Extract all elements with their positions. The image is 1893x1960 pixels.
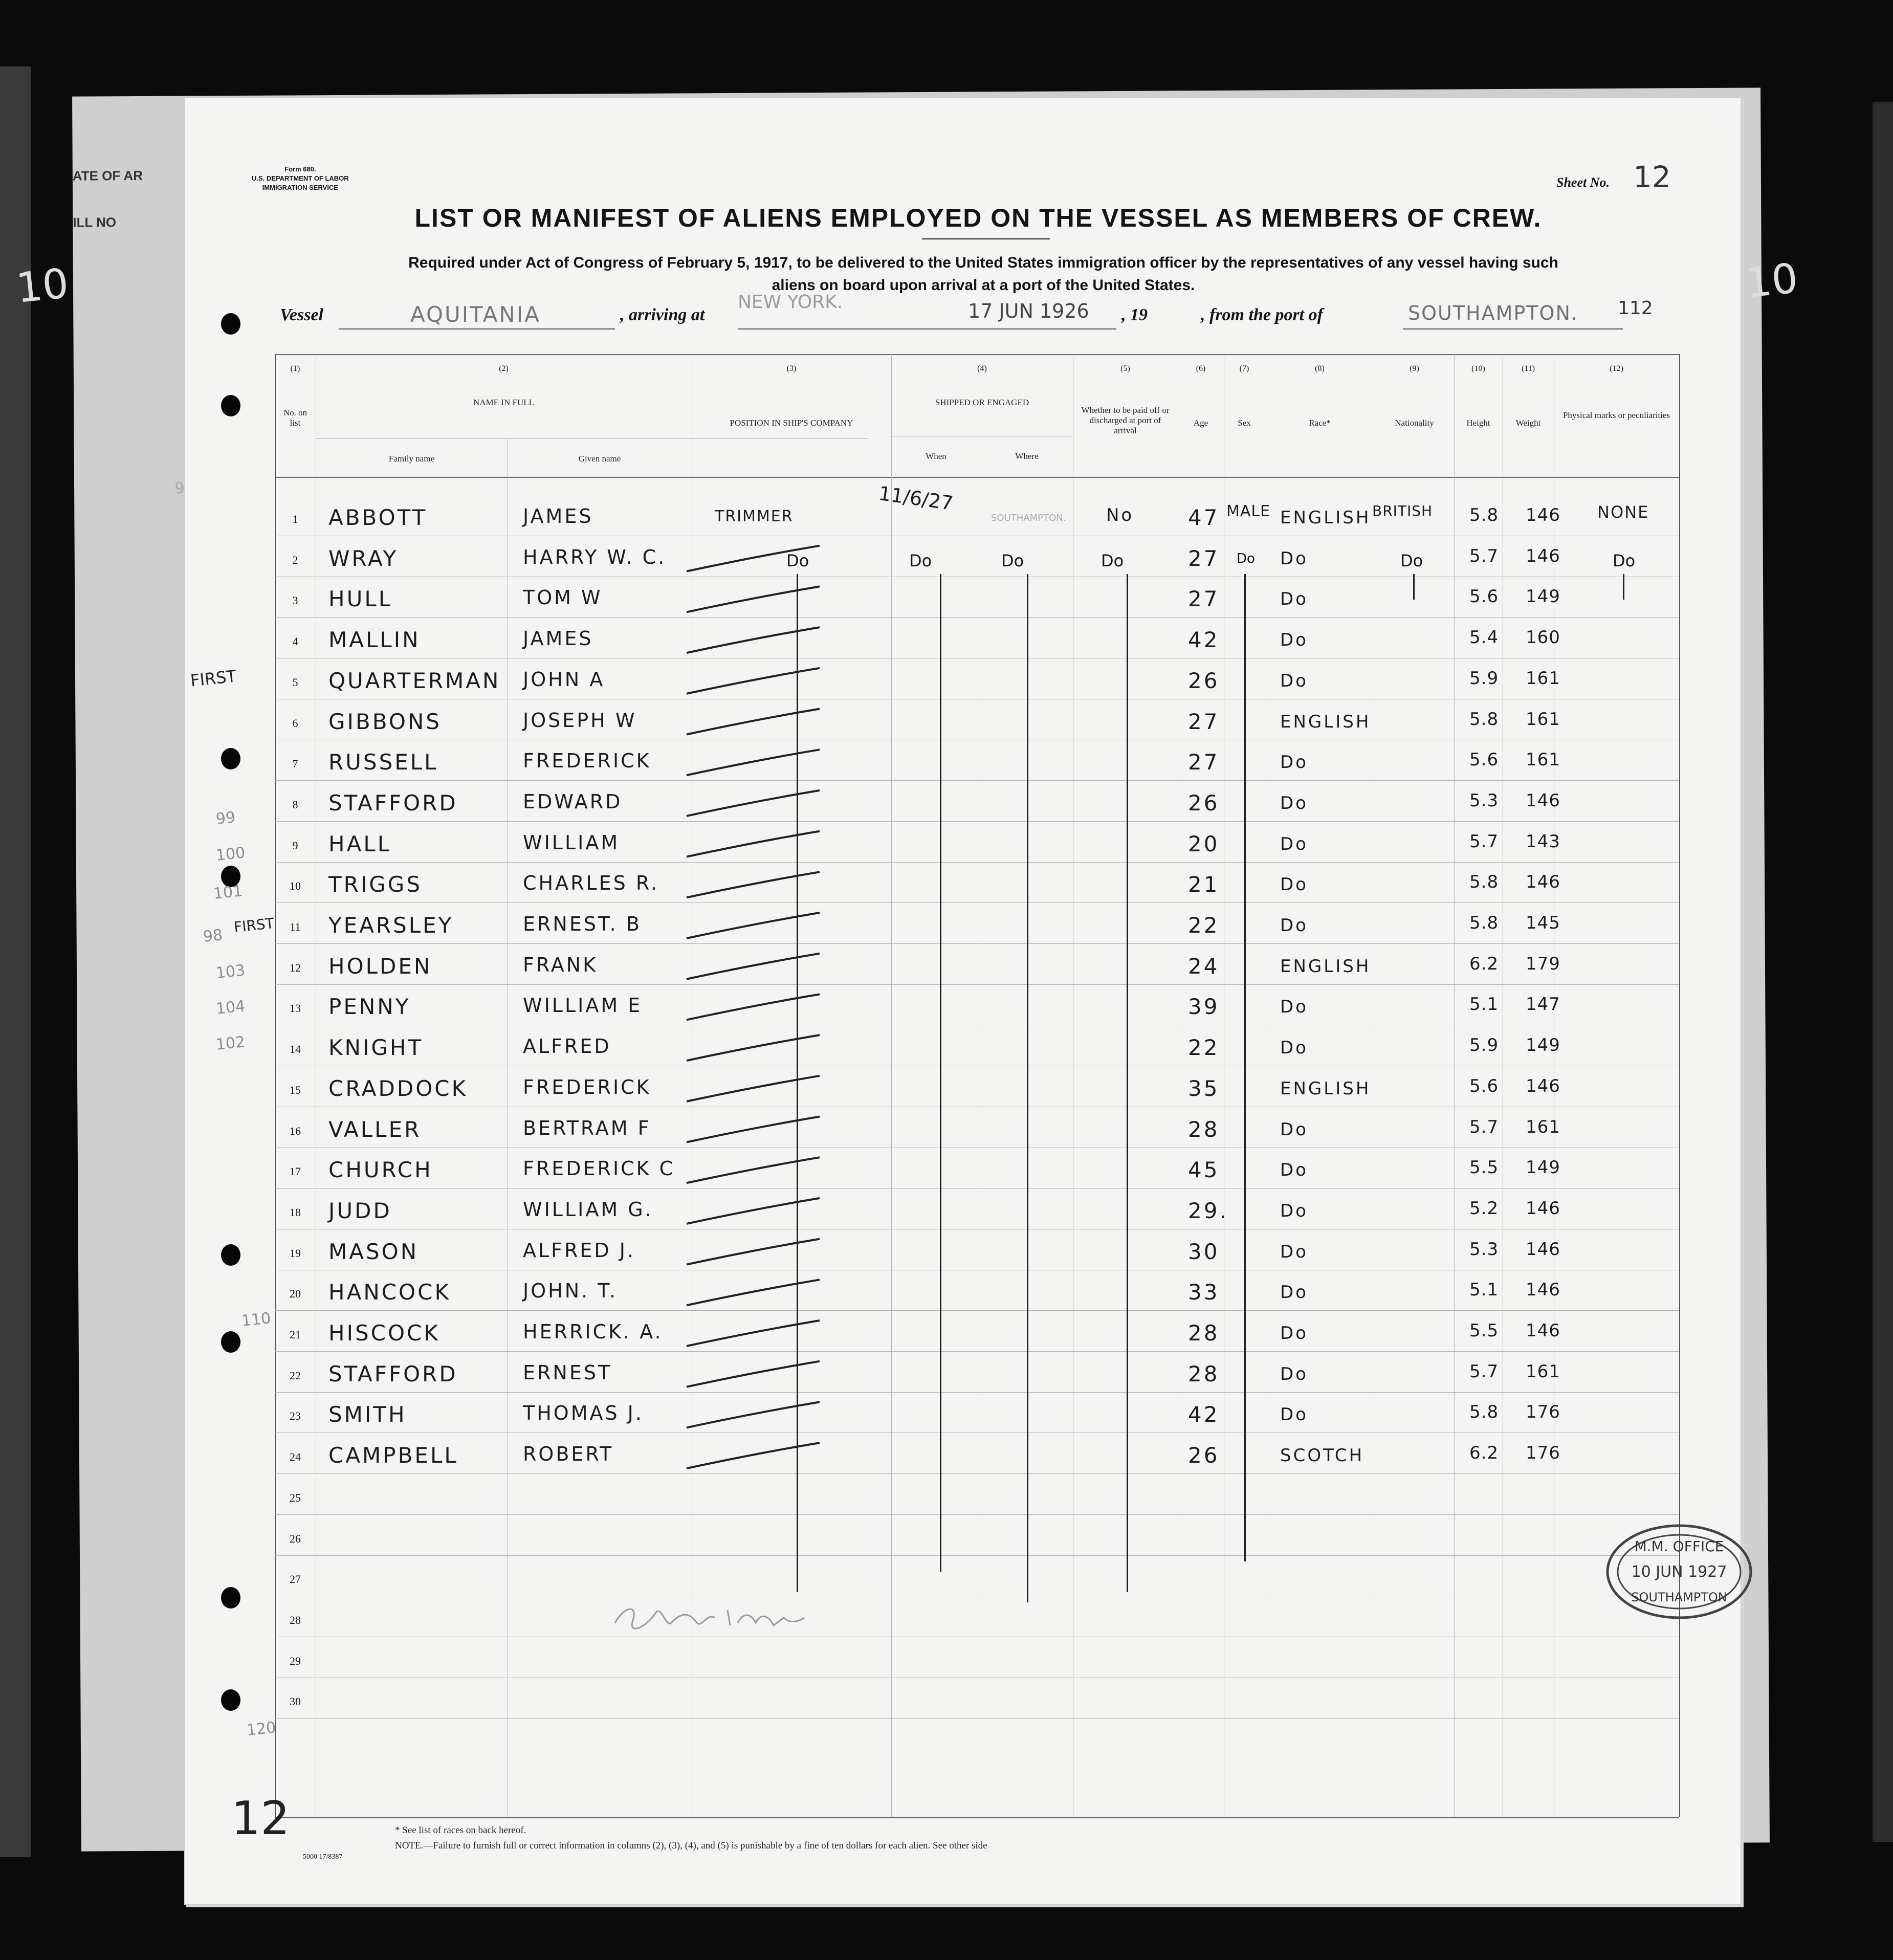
weight: 146 bbox=[1526, 1075, 1560, 1096]
position-ditto-stroke bbox=[687, 1361, 820, 1387]
race: Do bbox=[1280, 833, 1308, 854]
service: IMMIGRATION SERVICE bbox=[262, 184, 338, 191]
statute-line-1: Required under Act of Congress of February 5, 1917, to be delivered to the United States immigration officer by the representatives of any vessel having such bbox=[408, 254, 1558, 271]
row-number: 2 bbox=[292, 553, 298, 566]
race: Do bbox=[1280, 997, 1308, 1018]
height: 5.7 bbox=[1469, 1361, 1499, 1382]
given-name: FREDERICK C bbox=[523, 1157, 675, 1180]
race: Do bbox=[1280, 1119, 1308, 1140]
row-number: 22 bbox=[290, 1369, 301, 1382]
marks-none: NONE bbox=[1597, 502, 1649, 522]
row-number: 27 bbox=[290, 1573, 301, 1586]
height: 5.9 bbox=[1469, 668, 1499, 689]
height: 5.1 bbox=[1469, 1280, 1499, 1301]
col-num-1: (1) bbox=[290, 364, 300, 373]
margin-note: 100 bbox=[215, 844, 246, 865]
weight: 149 bbox=[1526, 586, 1560, 607]
race: ENGLISH bbox=[1280, 508, 1371, 528]
height: 5.6 bbox=[1469, 586, 1499, 607]
header-no-on-list: No. on list bbox=[283, 408, 307, 428]
given-name: ALFRED bbox=[523, 1035, 611, 1058]
weight: 176 bbox=[1526, 1402, 1560, 1423]
row-number: 12 bbox=[290, 961, 301, 974]
age: 22 bbox=[1188, 913, 1220, 938]
margin-note: 9 bbox=[174, 479, 186, 498]
weight: 146 bbox=[1526, 505, 1560, 525]
header-height: Height bbox=[1466, 418, 1490, 428]
race: Do bbox=[1280, 630, 1308, 651]
race: Do bbox=[1280, 1323, 1308, 1344]
header-sex: Sex bbox=[1238, 418, 1251, 428]
age: 42 bbox=[1188, 627, 1220, 653]
col-num-4: (4) bbox=[977, 364, 987, 373]
row-number: 17 bbox=[290, 1165, 301, 1178]
col-num-12: (12) bbox=[1610, 364, 1623, 373]
age: 33 bbox=[1188, 1280, 1220, 1305]
position-ditto-stroke bbox=[687, 1117, 820, 1142]
given-name: JOHN A bbox=[523, 668, 605, 691]
margin-note: 99 bbox=[215, 808, 236, 828]
height: 5.1 bbox=[1469, 994, 1499, 1015]
page-title: LIST OR MANIFEST OF ALIENS EMPLOYED ON THE VESSEL AS MEMBERS OF CREW. bbox=[414, 204, 1542, 232]
position-dash-strokes bbox=[185, 98, 1741, 1904]
family-name: PENNY bbox=[328, 994, 411, 1020]
race: Do bbox=[1280, 548, 1308, 569]
family-name: ABBOTT bbox=[328, 505, 428, 530]
row-number: 5 bbox=[292, 675, 298, 689]
age: 39 bbox=[1188, 994, 1220, 1020]
position-ditto-stroke bbox=[687, 1280, 820, 1305]
height: 5.8 bbox=[1469, 505, 1499, 525]
given-name: ERNEST bbox=[523, 1361, 612, 1384]
footnote-penalty: NOTE.—Failure to furnish full or correct information in columns (2), (3), (4), and (5) is punishable by a fine of ten dollars for each alien. See other side bbox=[395, 1840, 987, 1851]
row-number: 9 bbox=[292, 839, 298, 852]
position-ditto-stroke bbox=[687, 1035, 820, 1061]
arriving-label: , arriving at bbox=[620, 305, 705, 324]
ditto-paid-off: Do bbox=[1101, 551, 1124, 570]
position-ditto-stroke bbox=[687, 790, 820, 816]
age: 21 bbox=[1188, 872, 1220, 897]
form-number: Form 680. bbox=[284, 165, 316, 173]
family-name: HANCOCK bbox=[328, 1280, 451, 1305]
race: Do bbox=[1280, 670, 1308, 691]
shipped-when: 11/6/27 bbox=[877, 482, 955, 515]
given-name: EDWARD bbox=[523, 790, 623, 813]
age: 45 bbox=[1188, 1157, 1220, 1183]
weight: 161 bbox=[1526, 709, 1560, 730]
age: 28 bbox=[1188, 1361, 1220, 1386]
position-ditto-stroke bbox=[687, 1157, 820, 1183]
row-number: 10 bbox=[290, 879, 301, 893]
age: 27 bbox=[1188, 709, 1220, 734]
row-number: 8 bbox=[292, 798, 298, 811]
height: 6.2 bbox=[1469, 953, 1499, 974]
position-ditto-stroke bbox=[687, 546, 820, 571]
header-position: POSITION IN SHIP'S COMPANY bbox=[730, 418, 853, 428]
header-when: When bbox=[926, 451, 946, 461]
row-number: 14 bbox=[290, 1043, 301, 1056]
family-name: KNIGHT bbox=[328, 1035, 424, 1061]
shipped-where-stamp: SOUTHAMPTON. bbox=[991, 513, 1066, 523]
family-name: CAMPBELL bbox=[328, 1443, 458, 1468]
position-ditto-stroke bbox=[687, 954, 820, 979]
race: Do bbox=[1280, 589, 1308, 610]
row-number: 28 bbox=[290, 1613, 301, 1626]
race: Do bbox=[1280, 1404, 1308, 1425]
family-name: RUSSELL bbox=[328, 750, 438, 775]
row-number: 26 bbox=[290, 1532, 301, 1545]
family-name: GIBBONS bbox=[328, 709, 442, 734]
bottom-sheet-number: 12 bbox=[231, 1792, 290, 1845]
ditto-position: Do bbox=[786, 551, 809, 570]
weight: 146 bbox=[1526, 545, 1560, 566]
col-num-10: (10) bbox=[1471, 364, 1485, 373]
weight: 161 bbox=[1526, 1116, 1560, 1137]
given-name: FRANK bbox=[523, 953, 598, 976]
row-number: 15 bbox=[290, 1083, 301, 1096]
given-name: JOSEPH W bbox=[523, 709, 637, 732]
sheet-label: Sheet No. bbox=[1556, 175, 1610, 190]
arrival-date-stamp: 17 JUN 1926 bbox=[968, 300, 1089, 322]
race: Do bbox=[1280, 1282, 1308, 1303]
family-name: HALL bbox=[328, 831, 392, 856]
family-name: JUDD bbox=[328, 1198, 392, 1223]
family-name: YEARSLEY bbox=[328, 913, 454, 938]
height: 6.2 bbox=[1469, 1443, 1499, 1464]
weight: 149 bbox=[1526, 1035, 1560, 1056]
position-ditto-stroke bbox=[687, 872, 820, 897]
given-name: HERRICK. A. bbox=[523, 1320, 663, 1343]
year-label: , 19 bbox=[1121, 305, 1148, 324]
header-age: Age bbox=[1193, 418, 1208, 428]
row-number: 25 bbox=[290, 1491, 301, 1504]
family-name: MASON bbox=[328, 1239, 419, 1264]
given-name: JOHN. T. bbox=[523, 1280, 618, 1303]
col-num-5: (5) bbox=[1120, 364, 1130, 373]
height: 5.2 bbox=[1469, 1198, 1499, 1219]
position-ditto-stroke bbox=[687, 1239, 820, 1265]
header-physical-marks: Physical marks or peculiarities bbox=[1562, 410, 1670, 420]
family-name: CRADDOCK bbox=[328, 1075, 468, 1101]
race: SCOTCH bbox=[1280, 1445, 1364, 1466]
header-shipped-or-engaged: SHIPPED OR ENGAGED bbox=[935, 398, 1029, 407]
height: 5.8 bbox=[1469, 913, 1499, 933]
row-number: 4 bbox=[292, 635, 298, 648]
row-number: 21 bbox=[290, 1328, 301, 1341]
family-name: HOLDEN bbox=[328, 953, 432, 979]
row-number: 19 bbox=[290, 1246, 301, 1260]
position-ditto-stroke bbox=[687, 1076, 820, 1102]
margin-note: 104 bbox=[215, 997, 246, 1018]
height: 5.3 bbox=[1469, 790, 1499, 811]
row-number: 13 bbox=[290, 1002, 301, 1015]
header-where: Where bbox=[1015, 451, 1039, 461]
race: Do bbox=[1280, 1363, 1308, 1384]
age: 26 bbox=[1188, 790, 1220, 816]
weight: 146 bbox=[1526, 1280, 1560, 1301]
from-port-label: , from the port of bbox=[1201, 305, 1323, 324]
given-name: CHARLES R. bbox=[523, 872, 659, 895]
header-given-name: Given name bbox=[578, 454, 621, 464]
margin-note: 102 bbox=[215, 1033, 246, 1054]
col-num-6: (6) bbox=[1196, 364, 1206, 373]
given-name: ERNEST. B bbox=[523, 913, 642, 935]
weight: 161 bbox=[1526, 1361, 1560, 1382]
age: 24 bbox=[1188, 953, 1220, 979]
height: 5.9 bbox=[1469, 1035, 1499, 1056]
age: 22 bbox=[1188, 1035, 1220, 1061]
position-ditto-stroke bbox=[687, 994, 820, 1020]
age: 35 bbox=[1188, 1075, 1220, 1101]
margin-note: 101 bbox=[212, 882, 244, 903]
print-code: 5000 17/8387 bbox=[303, 1853, 343, 1861]
race: Do bbox=[1280, 1160, 1308, 1181]
family-name: VALLER bbox=[328, 1116, 422, 1142]
position-trimmer: TRIMMER bbox=[715, 508, 794, 525]
given-name: WILLIAM E bbox=[523, 994, 643, 1017]
race: Do bbox=[1280, 752, 1308, 773]
weight: 161 bbox=[1526, 668, 1560, 689]
paid-off-no: No bbox=[1106, 505, 1134, 525]
family-name: CHURCH bbox=[328, 1157, 433, 1183]
age: 20 bbox=[1188, 831, 1220, 856]
position-ditto-stroke bbox=[687, 831, 820, 857]
ditto-sex: Do bbox=[1237, 551, 1255, 566]
height: 5.8 bbox=[1469, 709, 1499, 730]
ditto-where: Do bbox=[1001, 551, 1024, 570]
weight: 145 bbox=[1526, 913, 1560, 933]
age: 27 bbox=[1188, 586, 1220, 612]
weight: 146 bbox=[1526, 790, 1560, 811]
row-number: 11 bbox=[290, 920, 301, 933]
age: 29. bbox=[1188, 1198, 1228, 1223]
given-name: THOMAS J. bbox=[523, 1402, 644, 1425]
row-number: 30 bbox=[290, 1695, 301, 1708]
weight: 146 bbox=[1526, 1320, 1560, 1341]
header-paid-off: Whether to be paid off or discharged at port of arrival bbox=[1081, 405, 1170, 435]
col-num-2: (2) bbox=[499, 364, 509, 373]
margin-note: 98 bbox=[202, 926, 224, 946]
weight: 149 bbox=[1526, 1157, 1560, 1178]
age: 26 bbox=[1188, 1443, 1220, 1468]
given-name: WILLIAM G. bbox=[523, 1198, 653, 1221]
family-name: QUARTERMAN bbox=[328, 668, 501, 693]
page-number-stamp: 112 bbox=[1618, 298, 1653, 319]
height: 5.4 bbox=[1469, 627, 1499, 648]
margin-note: 10 bbox=[1743, 254, 1800, 307]
position-ditto-stroke bbox=[687, 1443, 820, 1468]
weight: 179 bbox=[1526, 953, 1560, 974]
col-num-8: (8) bbox=[1315, 364, 1325, 373]
row-number: 6 bbox=[292, 716, 298, 730]
age: 28 bbox=[1188, 1320, 1220, 1346]
height: 5.7 bbox=[1469, 545, 1499, 566]
weight: 161 bbox=[1526, 750, 1560, 770]
department: U.S. DEPARTMENT OF LABOR bbox=[252, 174, 349, 182]
race: Do bbox=[1280, 792, 1308, 813]
race: Do bbox=[1280, 1241, 1308, 1262]
age: 28 bbox=[1188, 1116, 1220, 1142]
vessel-name: AQUITANIA bbox=[410, 302, 541, 327]
race: ENGLISH bbox=[1280, 956, 1371, 977]
col-num-11: (11) bbox=[1521, 364, 1535, 373]
ditto-marks: Do bbox=[1613, 551, 1636, 570]
height: 5.6 bbox=[1469, 1075, 1499, 1096]
scan-edge-left bbox=[0, 67, 31, 1857]
weight: 146 bbox=[1526, 1198, 1560, 1219]
header-family-name: Family name bbox=[388, 454, 435, 464]
row-number: 24 bbox=[290, 1450, 301, 1464]
underlying-text-2: ILL NO bbox=[73, 214, 117, 230]
row-number: 7 bbox=[292, 757, 298, 770]
position-ditto-stroke bbox=[687, 709, 820, 735]
family-name: MALLIN bbox=[328, 627, 421, 653]
race: ENGLISH bbox=[1280, 1078, 1371, 1099]
age: 47 bbox=[1188, 505, 1220, 530]
position-ditto-stroke bbox=[687, 627, 820, 653]
scan-edge-right bbox=[1873, 102, 1893, 1842]
height: 5.6 bbox=[1469, 750, 1499, 770]
from-port: SOUTHAMPTON. bbox=[1408, 302, 1578, 324]
underlying-text-1: ATE OF AR bbox=[72, 167, 143, 184]
vessel-label: Vessel bbox=[280, 305, 323, 324]
given-name: WILLIAM bbox=[523, 831, 620, 854]
given-name: JAMES bbox=[523, 627, 593, 650]
sex-male: MALE bbox=[1226, 502, 1271, 520]
age: 30 bbox=[1188, 1239, 1220, 1264]
family-name: STAFFORD bbox=[328, 1361, 458, 1386]
given-name: TOM W bbox=[523, 586, 603, 609]
race: Do bbox=[1280, 1038, 1308, 1059]
position-ditto-stroke bbox=[687, 913, 820, 938]
height: 5.5 bbox=[1469, 1157, 1499, 1178]
weight: 147 bbox=[1526, 994, 1560, 1015]
weight: 143 bbox=[1526, 831, 1560, 852]
signature bbox=[610, 1602, 825, 1633]
given-name: FREDERICK bbox=[523, 750, 651, 773]
age: 27 bbox=[1188, 750, 1220, 775]
stamp-line-1: M.M. OFFICE bbox=[1634, 1538, 1724, 1555]
height: 5.5 bbox=[1469, 1320, 1499, 1341]
age: 42 bbox=[1188, 1402, 1220, 1427]
row-number: 18 bbox=[290, 1205, 301, 1219]
position-ditto-stroke bbox=[687, 750, 820, 775]
weight: 146 bbox=[1526, 1239, 1560, 1260]
col-num-9: (9) bbox=[1410, 364, 1419, 373]
sheet-number: 12 bbox=[1633, 160, 1671, 194]
family-name: WRAY bbox=[328, 545, 399, 571]
family-name: SMITH bbox=[328, 1402, 407, 1427]
row-number: 16 bbox=[290, 1124, 301, 1137]
nationality-british: BRITISH bbox=[1372, 502, 1433, 519]
given-name: JAMES bbox=[523, 505, 593, 527]
row-number: 29 bbox=[290, 1654, 301, 1667]
row-number: 23 bbox=[290, 1410, 301, 1423]
given-name: BERTRAM F bbox=[523, 1116, 651, 1139]
mm-office-stamp bbox=[1602, 1521, 1756, 1623]
row-number: 1 bbox=[292, 513, 298, 525]
given-name: HARRY W. C. bbox=[523, 545, 667, 568]
position-ditto-stroke bbox=[687, 668, 820, 694]
margin-note: 10 bbox=[14, 259, 71, 313]
given-name: FREDERICK bbox=[523, 1075, 651, 1098]
given-name: ALFRED J. bbox=[523, 1239, 636, 1262]
position-ditto-stroke bbox=[687, 1320, 820, 1346]
col-num-3: (3) bbox=[786, 364, 797, 373]
statute-line-2: aliens on board upon arrival at a port of the United States. bbox=[772, 277, 1195, 294]
weight: 146 bbox=[1526, 872, 1560, 893]
header-race: Race* bbox=[1309, 418, 1331, 428]
header-weight: Weight bbox=[1515, 418, 1541, 428]
race: ENGLISH bbox=[1280, 711, 1371, 732]
margin-note: FIRST bbox=[189, 666, 237, 691]
race: Do bbox=[1280, 874, 1308, 895]
age: 27 bbox=[1188, 545, 1220, 571]
weight: 160 bbox=[1526, 627, 1560, 648]
height: 5.7 bbox=[1469, 1116, 1499, 1137]
col-num-7: (7) bbox=[1239, 364, 1249, 373]
margin-note: 110 bbox=[240, 1309, 272, 1330]
position-ditto-stroke bbox=[687, 1198, 820, 1224]
margin-note: 103 bbox=[215, 961, 246, 982]
height: 5.8 bbox=[1469, 872, 1499, 893]
header-nationality: Nationality bbox=[1395, 418, 1434, 428]
family-name: HULL bbox=[328, 586, 393, 612]
header-name-in-full: NAME IN FULL bbox=[473, 398, 534, 407]
height: 5.8 bbox=[1469, 1402, 1499, 1423]
ditto-nationality: Do bbox=[1400, 551, 1423, 570]
height: 5.7 bbox=[1469, 831, 1499, 852]
underlying-sheet-text bbox=[73, 168, 143, 231]
margin-note: FIRST bbox=[233, 914, 275, 936]
position-ditto-stroke bbox=[687, 1402, 820, 1427]
age: 26 bbox=[1188, 668, 1220, 693]
given-name: ROBERT bbox=[523, 1443, 614, 1466]
family-name: HISCOCK bbox=[328, 1320, 440, 1346]
row-number: 20 bbox=[290, 1287, 301, 1301]
family-name: TRIGGS bbox=[328, 872, 422, 897]
family-name: STAFFORD bbox=[328, 790, 458, 816]
height: 5.3 bbox=[1469, 1239, 1499, 1260]
weight: 176 bbox=[1526, 1443, 1560, 1464]
row-number: 3 bbox=[292, 594, 298, 607]
race: Do bbox=[1280, 915, 1308, 936]
position-ditto-stroke bbox=[687, 586, 820, 612]
stamp-line-3: SOUTHAMPTON bbox=[1631, 1590, 1727, 1604]
ditto-when: Do bbox=[909, 551, 932, 570]
footnote-races: * See list of races on back hereof. bbox=[395, 1825, 526, 1836]
stamp-line-2: 10 JUN 1927 bbox=[1631, 1563, 1727, 1581]
arriving-port: NEW YORK. bbox=[738, 292, 843, 313]
race: Do bbox=[1280, 1200, 1308, 1221]
margin-note: 120 bbox=[246, 1719, 277, 1739]
